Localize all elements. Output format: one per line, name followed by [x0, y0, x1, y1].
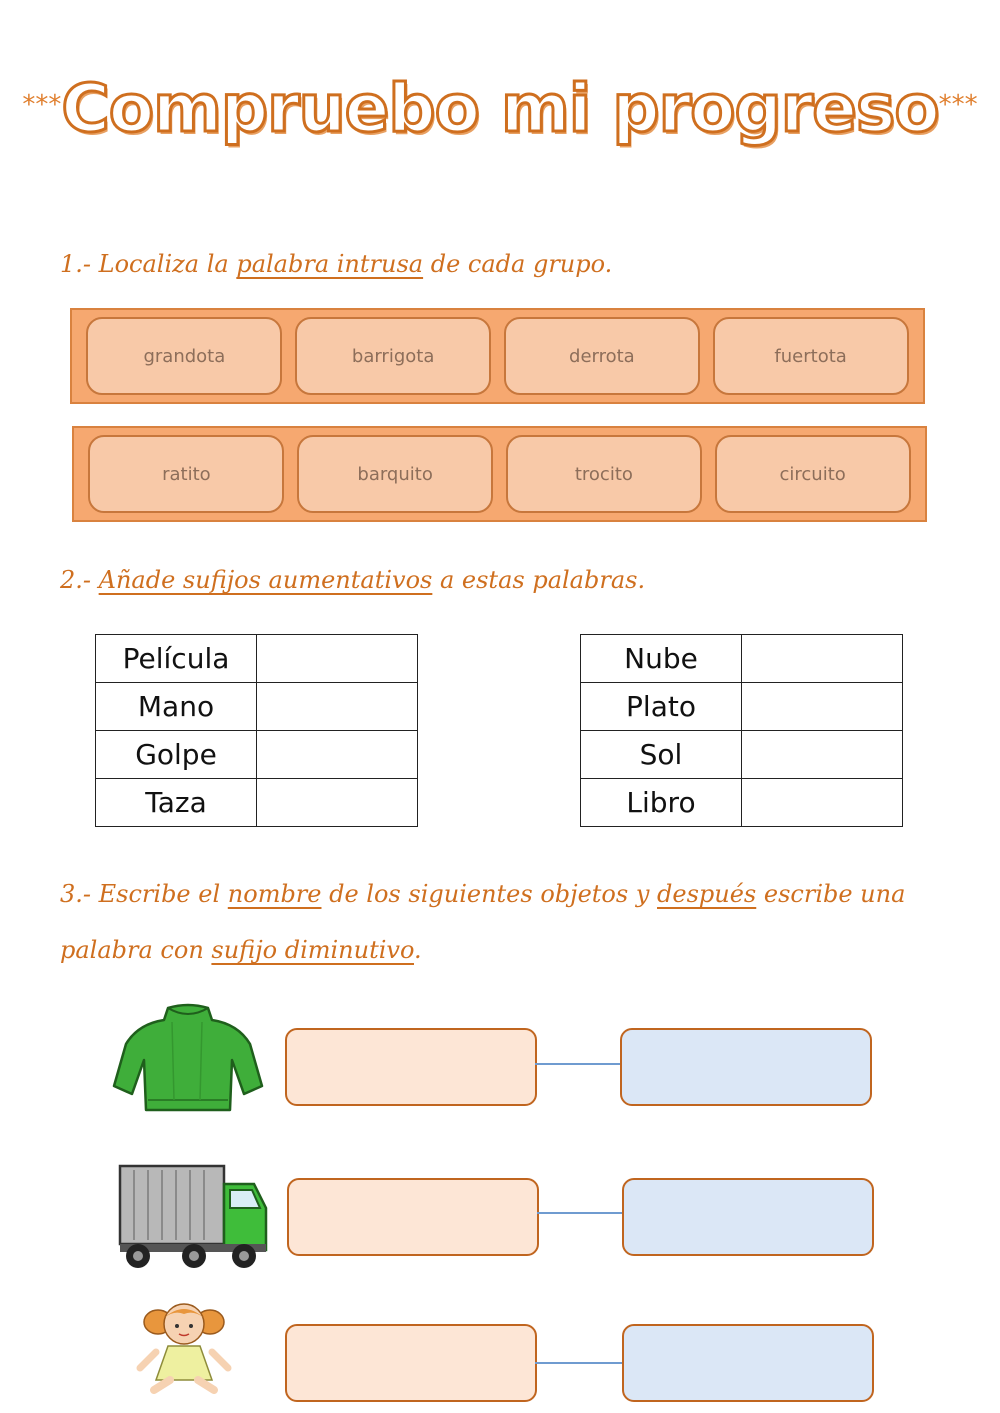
word-tile[interactable]: ratito	[88, 435, 284, 513]
diminutive-box[interactable]	[620, 1028, 872, 1106]
word-tile[interactable]: derrota	[504, 317, 700, 395]
word-cell: Película	[96, 635, 257, 683]
answer-cell[interactable]	[257, 635, 418, 683]
section3-line1-pre: Escribe el	[98, 880, 228, 908]
title-text: Compruebo mi progreso	[61, 70, 939, 147]
answer-cell[interactable]	[257, 779, 418, 827]
section3-line1-post: escribe una	[756, 880, 906, 908]
sweater-icon	[112, 1000, 264, 1116]
word-cell: Golpe	[96, 731, 257, 779]
object-name-box[interactable]	[285, 1028, 537, 1106]
suffix-table-right	[580, 634, 903, 827]
word-tile[interactable]: barrigota	[295, 317, 491, 395]
section2-post: a estas palabras.	[432, 566, 646, 594]
truck-icon	[116, 1158, 270, 1274]
diminutive-box[interactable]	[622, 1178, 874, 1256]
word-tile[interactable]: barquito	[297, 435, 493, 513]
word-cell: Nube	[581, 635, 742, 683]
section3-line1-mid: de los siguientes objetos y	[321, 880, 658, 908]
section1-heading	[60, 250, 612, 278]
section1-pre: Localiza la	[98, 250, 237, 278]
section1-number: 1.-	[60, 250, 99, 278]
section3-number: 3.-	[60, 880, 99, 908]
title-stars-left: ***	[22, 90, 62, 120]
word-cell: Taza	[96, 779, 257, 827]
answer-cell[interactable]	[742, 779, 903, 827]
table-row	[96, 779, 418, 827]
word-cell: Libro	[581, 779, 742, 827]
section3-line2-post: .	[414, 936, 422, 964]
word-tile[interactable]: circuito	[715, 435, 911, 513]
section2-heading	[60, 566, 645, 594]
word-tile[interactable]: grandota	[86, 317, 282, 395]
table-row	[96, 683, 418, 731]
word-tile[interactable]: fuertota	[713, 317, 909, 395]
section3-line1-u1: nombre	[227, 880, 322, 908]
suffix-table-left	[95, 634, 418, 827]
page-title	[0, 70, 1000, 147]
table-row	[581, 683, 903, 731]
section1-underlined: palabra intrusa	[236, 250, 424, 278]
word-tile[interactable]: trocito	[506, 435, 702, 513]
word-cell: Plato	[581, 683, 742, 731]
answer-cell[interactable]	[742, 731, 903, 779]
table-row	[96, 635, 418, 683]
title-stars-right: ***	[938, 90, 978, 120]
answer-cell[interactable]	[257, 731, 418, 779]
section1-post: de cada grupo.	[423, 250, 613, 278]
section3-line2-pre: palabra con	[60, 936, 212, 964]
section3-heading-line1	[60, 880, 905, 908]
doll-icon	[134, 1302, 234, 1394]
table-row	[96, 731, 418, 779]
word-cell: Mano	[96, 683, 257, 731]
answer-cell[interactable]	[257, 683, 418, 731]
section2-underlined: Añade sufijos aumentativos	[98, 566, 433, 594]
table-row	[581, 635, 903, 683]
section3-line2-u: sufijo diminutivo	[211, 936, 414, 964]
section2-number: 2.-	[60, 566, 99, 594]
table-row	[581, 779, 903, 827]
section3-heading-line2	[60, 936, 422, 964]
object-name-box[interactable]	[287, 1178, 539, 1256]
word-cell: Sol	[581, 731, 742, 779]
answer-cell[interactable]	[742, 683, 903, 731]
answer-cell[interactable]	[742, 635, 903, 683]
table-row	[581, 731, 903, 779]
word-group-1	[70, 308, 925, 404]
word-group-2	[72, 426, 927, 522]
object-name-box[interactable]	[285, 1324, 537, 1402]
section3-line1-u2: después	[657, 880, 757, 908]
diminutive-box[interactable]	[622, 1324, 874, 1402]
